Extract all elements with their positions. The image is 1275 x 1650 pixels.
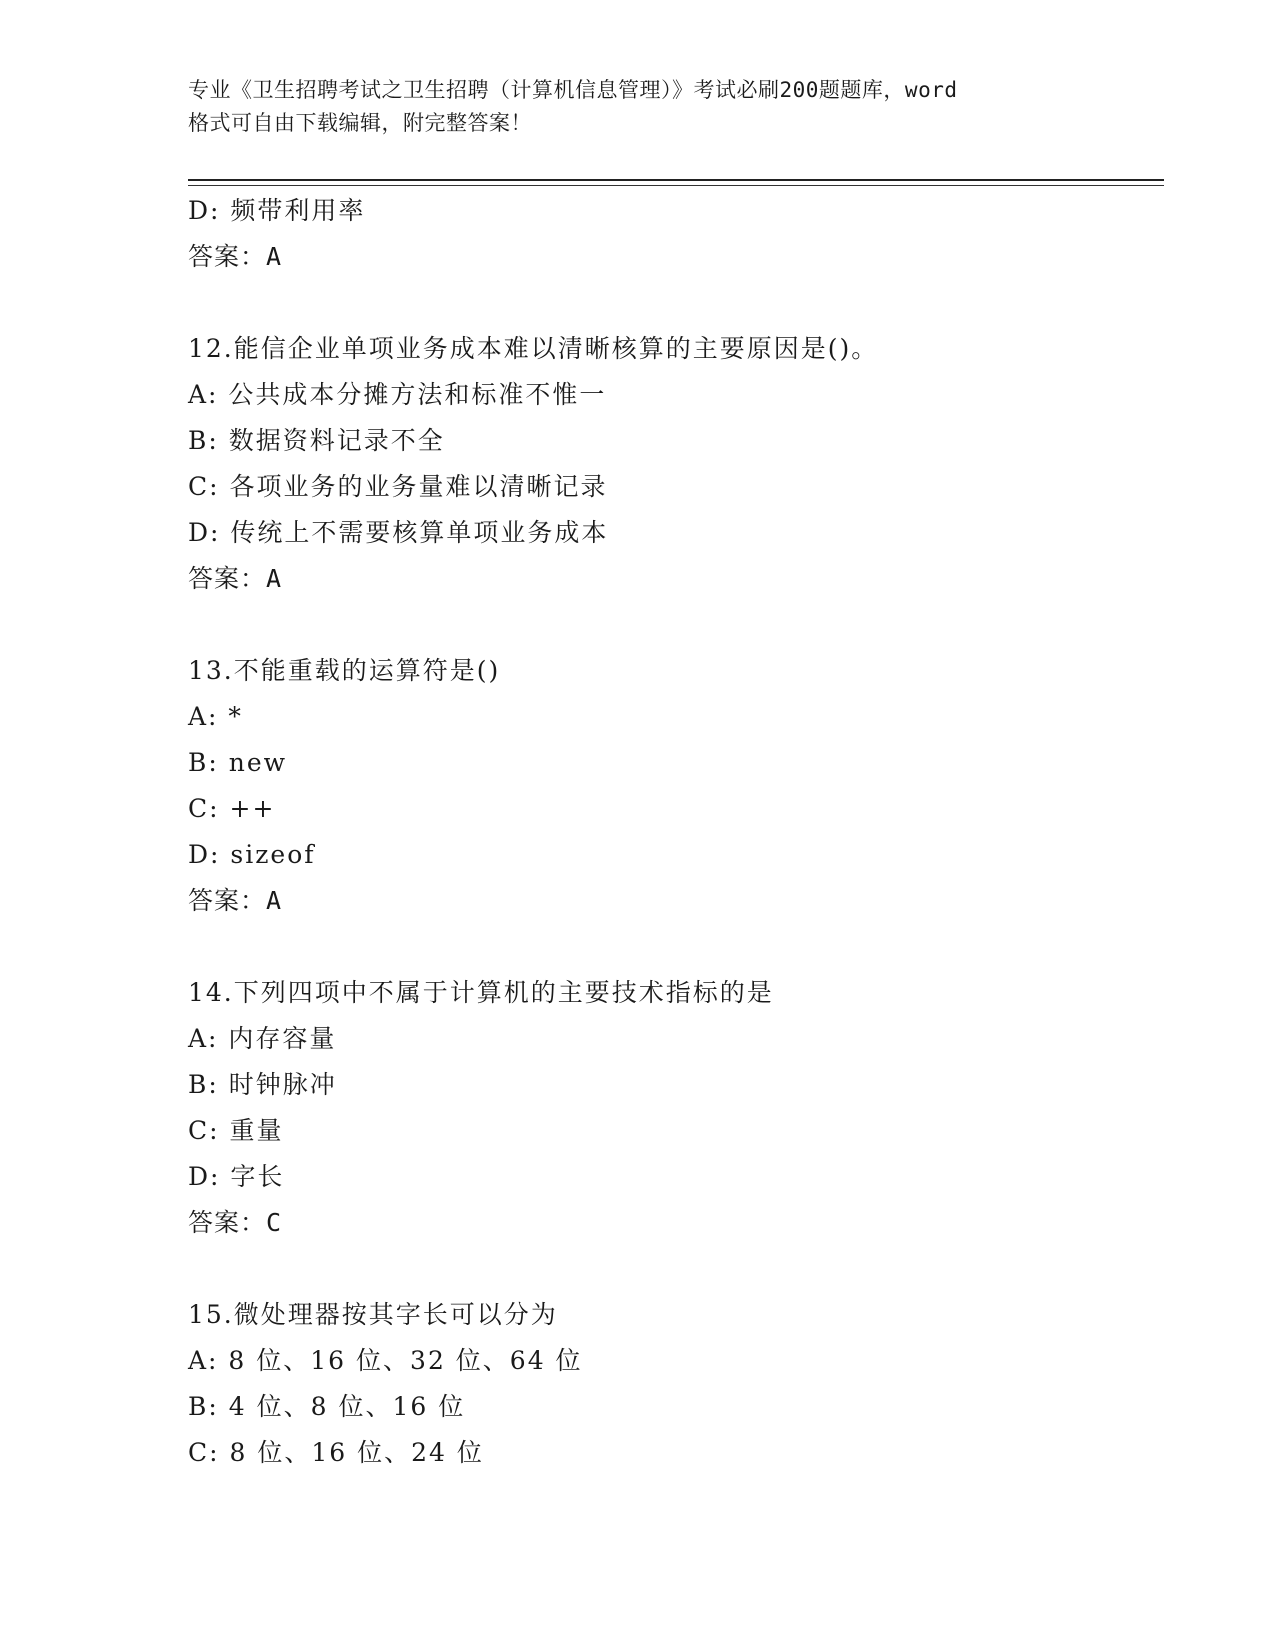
option-b: B: 时钟脉冲 (188, 1070, 337, 1099)
spacer (188, 602, 1164, 648)
question-stem: 15.微处理器按其字长可以分为 (188, 1300, 558, 1329)
option-c: C: ++ (188, 794, 276, 823)
carryover-block (188, 188, 1164, 280)
option-d: D: 频带利用率 (188, 196, 366, 225)
header-line-1: 专业《卫生招聘考试之卫生招聘（计算机信息管理）》考试必刷200题题库，word (188, 78, 958, 102)
question-stem: 12.能信企业单项业务成本难以清晰核算的主要原因是()。 (188, 334, 879, 363)
question-stem: 14.下列四项中不属于计算机的主要技术指标的是 (188, 978, 774, 1007)
document-header (188, 74, 1088, 140)
question-list (188, 188, 1164, 1476)
option-a: A: 公共成本分摊方法和标准不惟一 (188, 380, 607, 409)
option-a: A: * (188, 702, 243, 731)
option-c: C: 重量 (188, 1116, 284, 1145)
header-divider-thick (188, 179, 1164, 181)
answer-line: 答案：A (188, 242, 283, 271)
spacer (188, 280, 1164, 326)
answer-line: 答案：C (188, 1208, 283, 1237)
answer-line: 答案：A (188, 886, 283, 915)
question-15 (188, 1292, 1164, 1476)
option-b: B: 4 位、8 位、16 位 (188, 1392, 466, 1421)
option-a: A: 内存容量 (188, 1024, 337, 1053)
option-b: B: 数据资料记录不全 (188, 426, 445, 455)
spacer (188, 924, 1164, 970)
option-d: D: sizeof (188, 840, 316, 869)
answer-line: 答案：A (188, 564, 283, 593)
question-stem: 13.不能重载的运算符是() (188, 656, 501, 685)
question-14 (188, 970, 1164, 1246)
header-line-2: 格式可自由下载编辑，附完整答案！ (188, 111, 532, 135)
spacer (188, 1246, 1164, 1292)
option-d: D: 传统上不需要核算单项业务成本 (188, 518, 609, 547)
option-b: B: new (188, 748, 288, 777)
question-13 (188, 648, 1164, 924)
option-c: C: 各项业务的业务量难以清晰记录 (188, 472, 608, 501)
header-divider-thin (188, 185, 1164, 186)
option-c: C: 8 位、16 位、24 位 (188, 1438, 484, 1467)
question-12 (188, 326, 1164, 602)
option-a: A: 8 位、16 位、32 位、64 位 (188, 1346, 583, 1375)
option-d: D: 字长 (188, 1162, 285, 1191)
